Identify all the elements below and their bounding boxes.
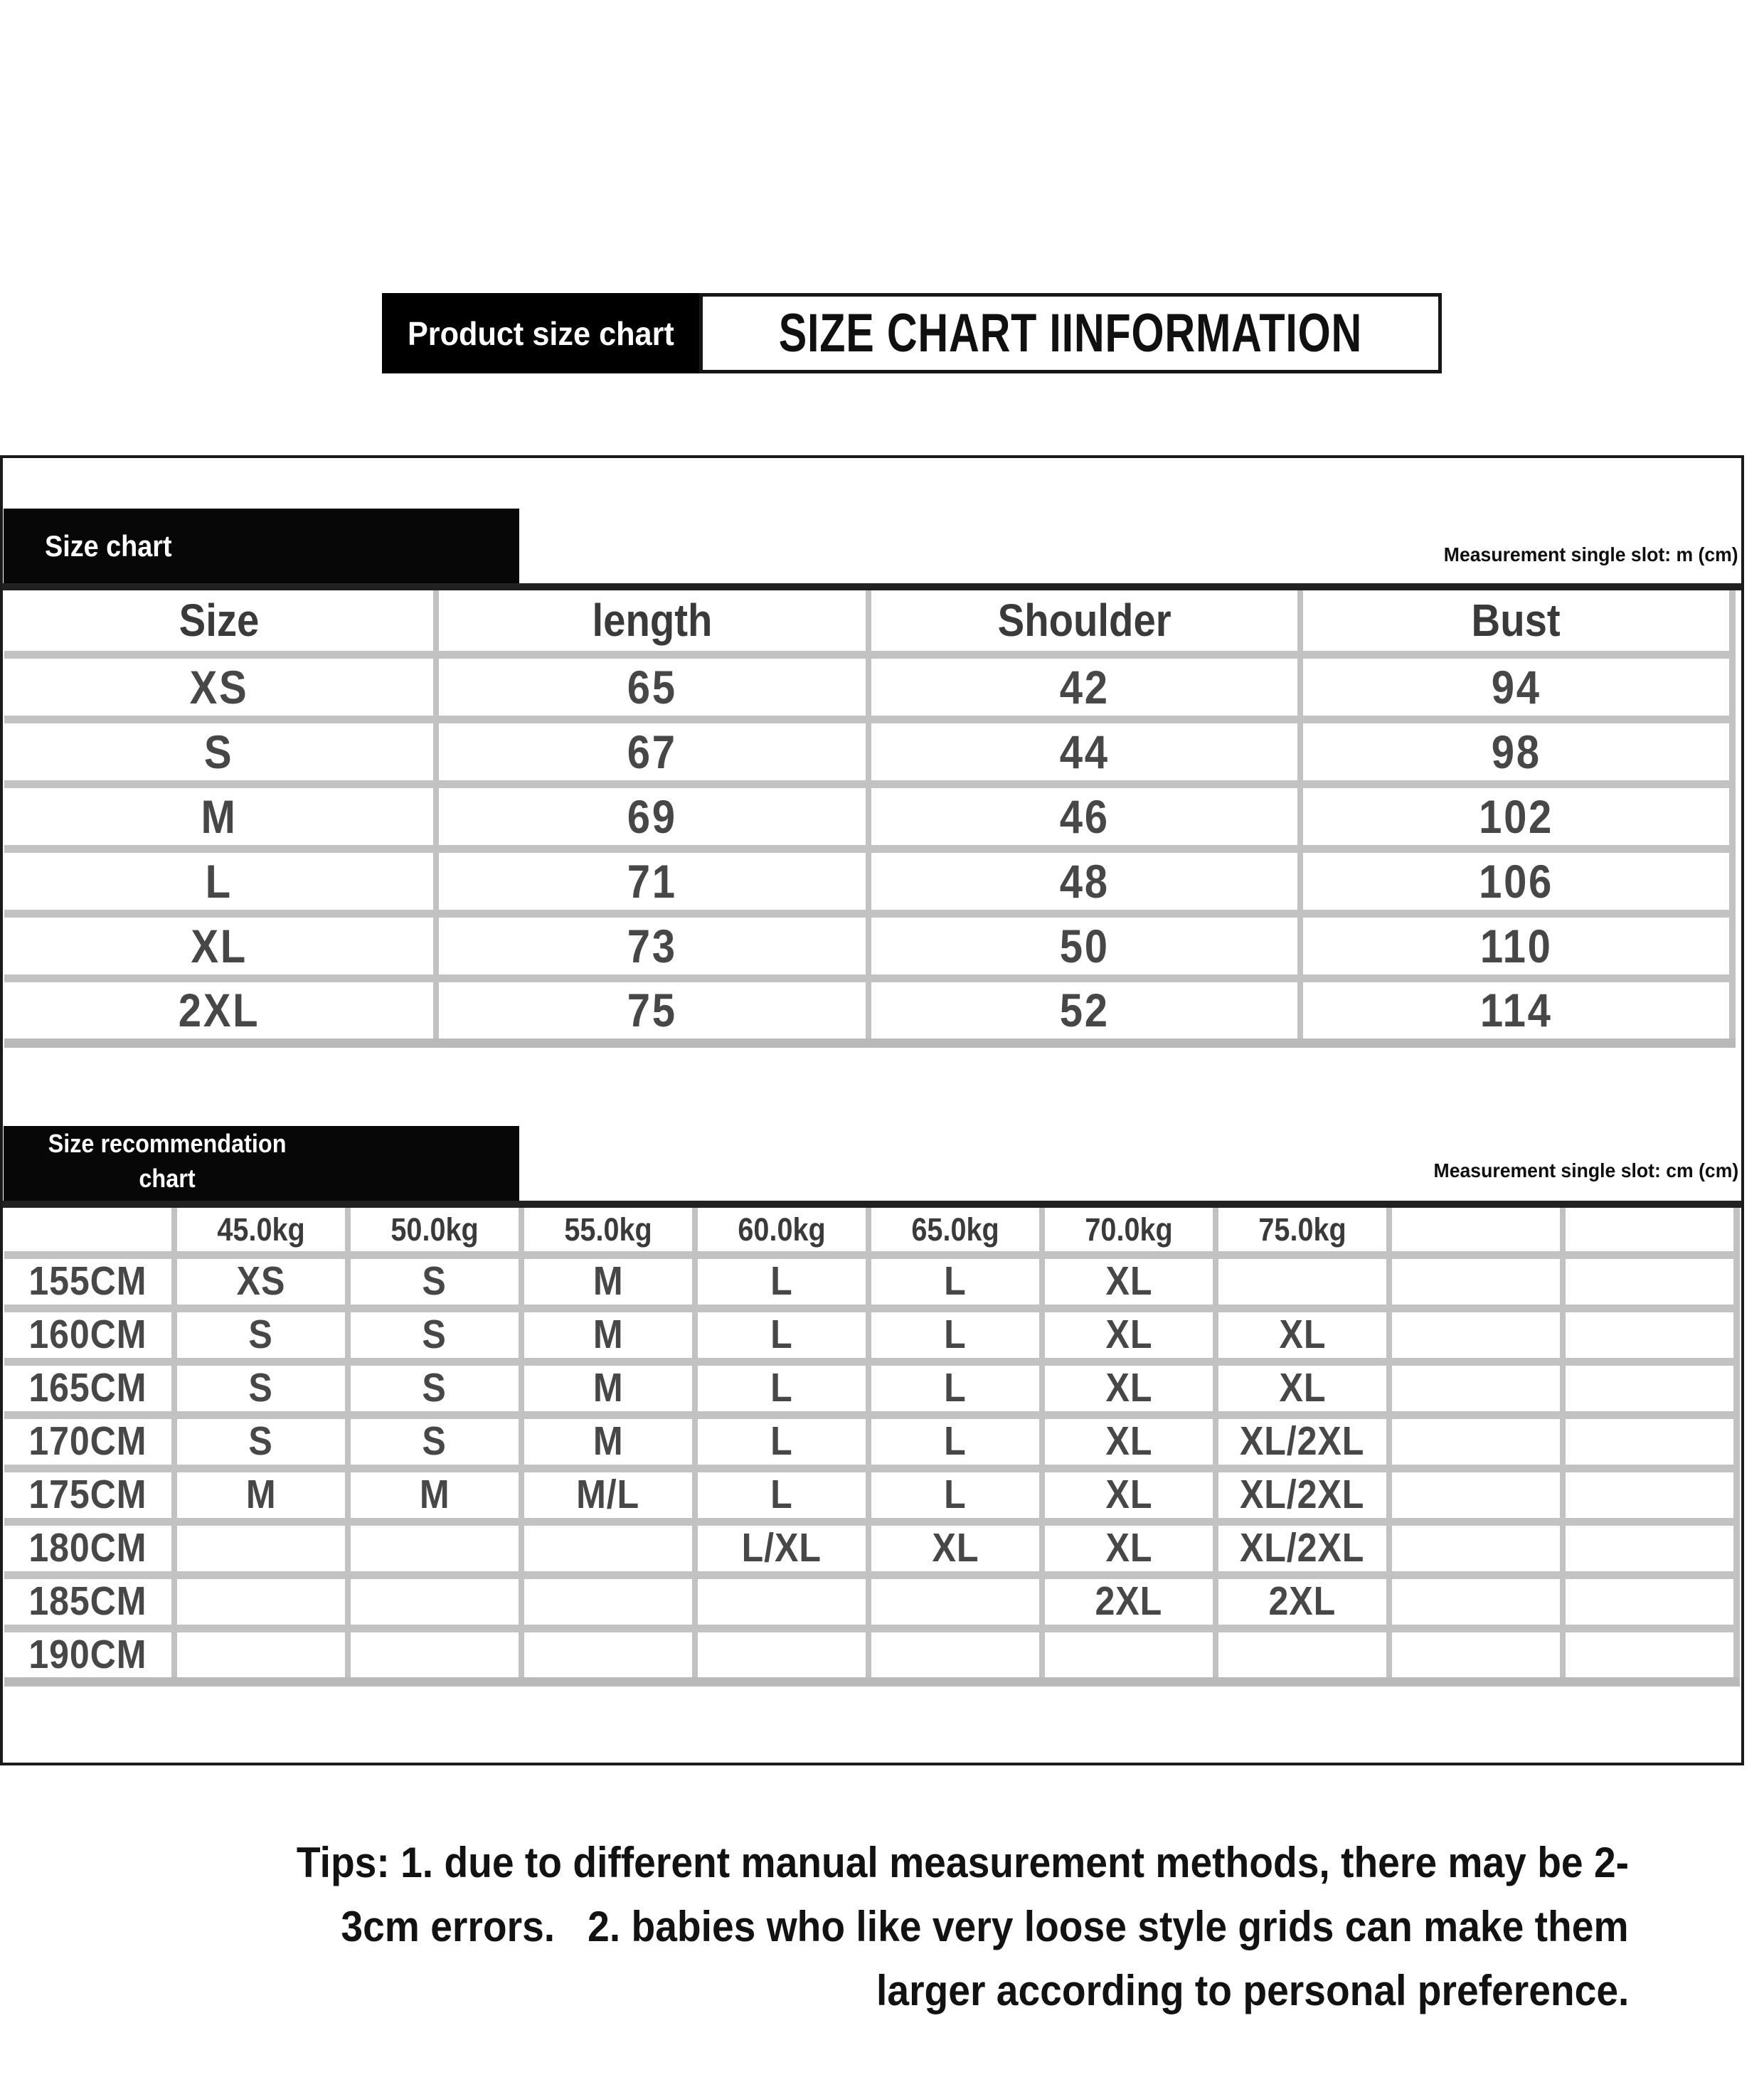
- table-row: [4, 1468, 1736, 1521]
- table-cell: [1389, 1308, 1563, 1361]
- column-header-label: 75.0kg: [1258, 1211, 1346, 1248]
- table-cell: [348, 1308, 521, 1361]
- size-recommendation-table: [4, 1208, 1740, 1686]
- table-cell-value: S: [422, 1258, 447, 1304]
- table-cell-value: L: [770, 1365, 793, 1411]
- table-cell-value: M: [593, 1312, 624, 1357]
- table-cell-value: 170CM: [28, 1418, 147, 1464]
- table-header-row: [4, 1208, 1736, 1255]
- table-cell: [521, 1575, 695, 1628]
- table-cell-value: 110: [1479, 919, 1553, 972]
- table-cell-value: 71: [627, 854, 678, 908]
- banner-line-1: Size recommendation: [48, 1128, 287, 1158]
- table-cell: [521, 1521, 695, 1575]
- table-cell: [1216, 1415, 1389, 1468]
- table-cell: [1042, 1255, 1216, 1308]
- table-cell: [436, 913, 868, 978]
- table-cell: [1216, 1628, 1389, 1682]
- table-cell: [1042, 1361, 1216, 1415]
- table-cell-value: 48: [1059, 854, 1110, 908]
- tips-text: [181, 1837, 1629, 2029]
- table-cell-value: XL: [1279, 1312, 1326, 1357]
- column-header: [174, 1208, 348, 1255]
- table-cell: [695, 1468, 868, 1521]
- table-cell: [868, 1361, 1042, 1415]
- tips-line-3: larger according to personal preference.: [876, 1967, 1629, 2014]
- column-header-label: 70.0kg: [1085, 1211, 1173, 1248]
- table-cell-value: L: [944, 1418, 967, 1464]
- table-cell: [1389, 1255, 1563, 1308]
- column-header-label: Shoulder: [997, 595, 1171, 647]
- table-cell: [1042, 1575, 1216, 1628]
- table-cell: [348, 1575, 521, 1628]
- table-cell: [868, 1255, 1042, 1308]
- table-cell-value: 46: [1059, 790, 1110, 843]
- table-cell: [1389, 1468, 1563, 1521]
- table-row: [4, 1255, 1736, 1308]
- table-cell-value: 44: [1059, 725, 1110, 778]
- table-cell-value: 185CM: [28, 1578, 147, 1624]
- table-cell-value: S: [422, 1418, 447, 1464]
- column-header: [1042, 1208, 1216, 1255]
- column-header: [4, 590, 436, 654]
- column-header-label: 45.0kg: [217, 1211, 305, 1248]
- table-cell-value: L: [770, 1312, 793, 1357]
- size-chart-banner: [4, 509, 519, 583]
- table-cell-value: XS: [236, 1258, 286, 1304]
- table-row: [4, 1521, 1736, 1575]
- table-cell-value: S: [248, 1418, 274, 1464]
- table-cell-value: 165CM: [28, 1365, 147, 1411]
- table-cell: [868, 654, 1300, 719]
- column-header-label: 50.0kg: [390, 1211, 479, 1248]
- size-chart-table: [4, 590, 1736, 1048]
- table-cell: [1563, 1415, 1736, 1468]
- table-cell: [1216, 1361, 1389, 1415]
- column-header: [695, 1208, 868, 1255]
- table-cell: [1389, 1361, 1563, 1415]
- table-cell: [4, 978, 436, 1043]
- table-cell-value: 180CM: [28, 1525, 147, 1571]
- table-cell: [1042, 1415, 1216, 1468]
- tips-line-2: 3cm errors. 2. babies who like very loose style grids can make them: [341, 1903, 1629, 1950]
- table-row: [4, 1628, 1736, 1682]
- table-cell-value: M/L: [576, 1472, 640, 1517]
- table-cell-value: L/XL: [741, 1525, 822, 1571]
- table-cell-value: 102: [1479, 790, 1553, 843]
- table-cell: [521, 1628, 695, 1682]
- header-tab: [382, 293, 699, 373]
- table-cell-value: 42: [1059, 660, 1110, 713]
- table-cell: [695, 1255, 868, 1308]
- table-cell-value: 106: [1479, 854, 1553, 908]
- table-cell-value: 2XL: [178, 984, 260, 1036]
- column-header: [348, 1208, 521, 1255]
- table-cell: [436, 784, 868, 849]
- table-cell: [1563, 1628, 1736, 1682]
- measurement-note-2: Measurement single slot: cm (cm): [1433, 1159, 1738, 1181]
- column-header: [4, 1208, 174, 1255]
- table-cell-value: XL: [1105, 1472, 1152, 1517]
- table-cell: [1042, 1521, 1216, 1575]
- table-cell-value: S: [203, 725, 234, 778]
- table-cell-value: 75: [627, 984, 678, 1036]
- column-header: [1563, 1208, 1736, 1255]
- table-cell: [868, 1468, 1042, 1521]
- table-cell: [348, 1415, 521, 1468]
- table-cell-value: L: [770, 1258, 793, 1304]
- table-cell-value: XS: [189, 660, 249, 713]
- table-cell-value: M: [201, 790, 238, 843]
- header-tab-label: Product size chart: [407, 314, 674, 352]
- table-cell: [1300, 654, 1732, 719]
- table-cell: [1389, 1575, 1563, 1628]
- table-cell: [436, 978, 868, 1043]
- table-cell-value: L: [205, 854, 233, 908]
- table-cell-value: L: [770, 1418, 793, 1464]
- table-cell: [695, 1308, 868, 1361]
- table-cell: [1389, 1628, 1563, 1682]
- table-cell-value: 73: [627, 919, 678, 972]
- table-cell-value: XL/2XL: [1240, 1418, 1365, 1464]
- table-row: [4, 719, 1733, 784]
- table-cell: [1216, 1468, 1389, 1521]
- table-cell: [1563, 1308, 1736, 1361]
- table-cell: [4, 1308, 174, 1361]
- table-row: [4, 913, 1733, 978]
- table-row: [4, 784, 1733, 849]
- table-cell: [4, 1361, 174, 1415]
- column-header: [1389, 1208, 1563, 1255]
- table-cell: [695, 1628, 868, 1682]
- table-cell-value: XL: [190, 919, 248, 972]
- table-cell: [695, 1415, 868, 1468]
- table-cell-value: M: [593, 1258, 624, 1304]
- table-cell-value: L: [944, 1472, 967, 1517]
- table-cell: [521, 1255, 695, 1308]
- table-cell: [1300, 784, 1732, 849]
- table-cell-value: L: [944, 1312, 967, 1357]
- table-cell: [4, 913, 436, 978]
- table-row: [4, 1361, 1736, 1415]
- table-cell: [1389, 1415, 1563, 1468]
- column-header-label: Bust: [1471, 595, 1561, 647]
- table-cell: [1300, 849, 1732, 913]
- table-cell-value: M: [419, 1472, 450, 1517]
- table-cell: [868, 1521, 1042, 1575]
- column-header-label: 65.0kg: [911, 1211, 999, 1248]
- column-header: [1216, 1208, 1389, 1255]
- column-header: [868, 590, 1300, 654]
- table-cell: [4, 1255, 174, 1308]
- table-cell-value: 98: [1491, 725, 1541, 778]
- table-cell: [1563, 1575, 1736, 1628]
- table-cell: [521, 1415, 695, 1468]
- section-divider-2: [2, 1201, 1742, 1208]
- header: [382, 293, 1442, 373]
- table-cell-value: XL: [1105, 1312, 1152, 1357]
- column-header: [521, 1208, 695, 1255]
- table-cell: [174, 1468, 348, 1521]
- table-cell: [1563, 1468, 1736, 1521]
- table-cell: [521, 1308, 695, 1361]
- table-cell: [521, 1361, 695, 1415]
- table-cell: [348, 1628, 521, 1682]
- table-cell: [1300, 978, 1732, 1043]
- table-cell: [348, 1255, 521, 1308]
- section-divider-1: [2, 583, 1742, 590]
- table-cell: [174, 1308, 348, 1361]
- table-cell: [521, 1468, 695, 1521]
- table-cell: [4, 719, 436, 784]
- table-cell-value: 65: [627, 660, 678, 713]
- size-recommendation-banner-label: [4, 1129, 331, 1199]
- table-cell-value: L: [944, 1365, 967, 1411]
- column-header-label: 55.0kg: [564, 1211, 652, 1248]
- table-cell: [868, 913, 1300, 978]
- table-cell-value: XL: [1105, 1525, 1152, 1571]
- table-cell-value: XL: [932, 1525, 979, 1571]
- table-cell: [868, 1308, 1042, 1361]
- column-header-label: Size: [179, 595, 260, 647]
- table-cell-value: XL: [1279, 1365, 1326, 1411]
- table-cell: [174, 1521, 348, 1575]
- table-cell-value: 175CM: [28, 1472, 147, 1517]
- table-cell: [174, 1628, 348, 1682]
- table-row: [4, 849, 1733, 913]
- table-cell: [348, 1521, 521, 1575]
- table-cell: [4, 654, 436, 719]
- table-cell: [1042, 1308, 1216, 1361]
- column-header-label: length: [592, 595, 713, 647]
- table-row: [4, 1308, 1736, 1361]
- table-cell-value: S: [422, 1365, 447, 1411]
- table-cell-value: L: [944, 1258, 967, 1304]
- table-cell-value: XL/2XL: [1240, 1525, 1365, 1571]
- table-cell: [695, 1361, 868, 1415]
- table-cell: [436, 654, 868, 719]
- column-header: [1300, 590, 1732, 654]
- table-cell: [4, 1468, 174, 1521]
- table-cell: [4, 784, 436, 849]
- table-cell-value: 160CM: [28, 1312, 147, 1357]
- table-cell: [4, 849, 436, 913]
- table-cell-value: XL: [1105, 1258, 1152, 1304]
- table-cell-value: XL: [1105, 1365, 1152, 1411]
- table-cell: [1216, 1255, 1389, 1308]
- table-cell-value: 69: [627, 790, 678, 843]
- tips-line-1: Tips: 1. due to different manual measurement methods, there may be 2-: [296, 1839, 1629, 1886]
- table-cell: [868, 978, 1300, 1043]
- table-row: [4, 654, 1733, 719]
- table-cell: [174, 1255, 348, 1308]
- table-cell-value: S: [422, 1312, 447, 1357]
- table-cell-value: L: [770, 1472, 793, 1517]
- table-cell: [695, 1575, 868, 1628]
- table-cell: [436, 849, 868, 913]
- table-cell: [1216, 1575, 1389, 1628]
- table-row: [4, 978, 1733, 1043]
- table-cell: [868, 1575, 1042, 1628]
- measurement-note-1: Measurement single slot: m (cm): [1444, 543, 1738, 565]
- page-title: SIZE CHART IINFORMATION: [778, 303, 1363, 363]
- table-cell-value: 2XL: [1095, 1578, 1163, 1624]
- banner-line-2: chart: [139, 1163, 196, 1193]
- table-cell: [868, 849, 1300, 913]
- table-cell: [4, 1628, 174, 1682]
- table-cell: [436, 719, 868, 784]
- table-cell-value: 50: [1059, 919, 1110, 972]
- table-cell-value: XL: [1105, 1418, 1152, 1464]
- table-cell-value: 2XL: [1268, 1578, 1337, 1624]
- table-cell: [348, 1361, 521, 1415]
- table-cell: [1300, 913, 1732, 978]
- table-cell: [348, 1468, 521, 1521]
- table-cell: [695, 1521, 868, 1575]
- column-header-label: 60.0kg: [738, 1211, 826, 1248]
- table-cell-value: 67: [627, 725, 678, 778]
- table-cell: [1563, 1521, 1736, 1575]
- table-cell: [868, 784, 1300, 849]
- table-cell-value: M: [593, 1365, 624, 1411]
- column-header: [868, 1208, 1042, 1255]
- size-recommendation-banner: [4, 1126, 519, 1201]
- table-header-row: [4, 590, 1733, 654]
- table-cell: [1042, 1468, 1216, 1521]
- table-cell-value: XL/2XL: [1240, 1472, 1365, 1517]
- table-cell: [1389, 1521, 1563, 1575]
- table-cell: [174, 1361, 348, 1415]
- table-cell: [1216, 1521, 1389, 1575]
- table-cell: [4, 1415, 174, 1468]
- table-cell: [4, 1521, 174, 1575]
- column-header: [436, 590, 868, 654]
- table-cell: [1042, 1628, 1216, 1682]
- table-cell-value: 155CM: [28, 1258, 147, 1304]
- table-row: [4, 1415, 1736, 1468]
- table-cell: [174, 1575, 348, 1628]
- table-cell: [868, 1628, 1042, 1682]
- table-cell: [868, 719, 1300, 784]
- table-cell: [4, 1575, 174, 1628]
- table-cell: [1563, 1361, 1736, 1415]
- table-cell-value: 190CM: [28, 1631, 147, 1677]
- table-cell: [1216, 1308, 1389, 1361]
- table-cell: [174, 1415, 348, 1468]
- table-cell-value: S: [248, 1365, 274, 1411]
- size-chart-banner-label: Size chart: [45, 528, 172, 563]
- table-cell-value: 94: [1491, 660, 1541, 713]
- header-title-box: [699, 293, 1442, 373]
- table-cell: [868, 1415, 1042, 1468]
- table-cell-value: S: [248, 1312, 274, 1357]
- table-cell-value: M: [245, 1472, 277, 1517]
- table-cell: [1563, 1255, 1736, 1308]
- table-cell-value: M: [593, 1418, 624, 1464]
- table-cell-value: 52: [1059, 984, 1110, 1036]
- table-row: [4, 1575, 1736, 1628]
- table-cell: [1300, 719, 1732, 784]
- table-cell-value: 114: [1479, 984, 1553, 1036]
